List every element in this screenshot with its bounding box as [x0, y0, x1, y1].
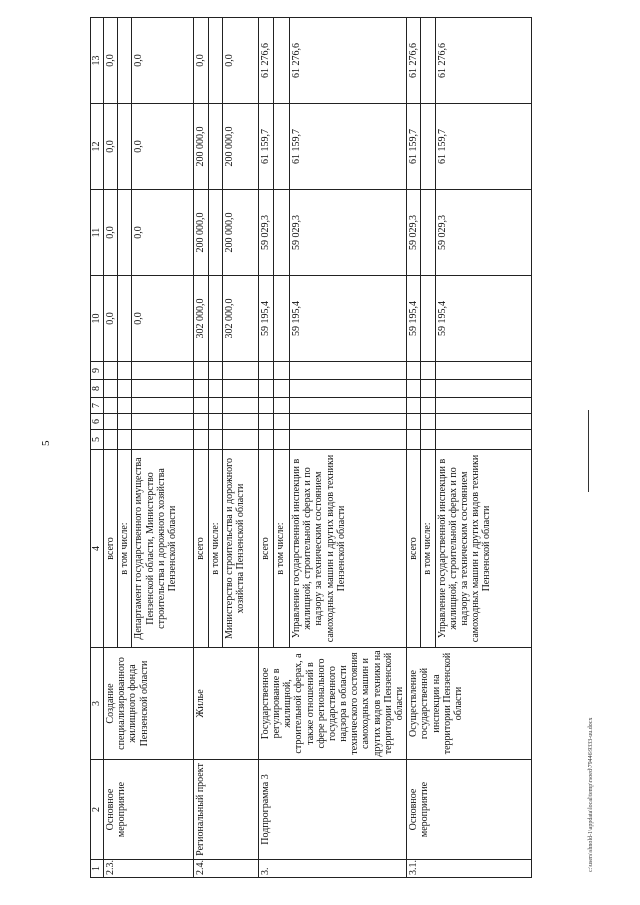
value-cell: 0,0 — [104, 190, 118, 276]
separator-line — [588, 410, 589, 492]
col-header: 8 — [91, 380, 104, 398]
col-header: 13 — [91, 18, 104, 104]
col-header: 3 — [91, 648, 104, 760]
col-header: 4 — [91, 450, 104, 648]
value-cell: 61 159,7 — [407, 104, 421, 190]
value-cell: 59 195,4 — [258, 276, 274, 362]
budget-table — [90, 17, 532, 878]
table-row — [258, 18, 274, 878]
row-type: Подпрограмма 3 — [258, 760, 406, 860]
col-header: 11 — [91, 190, 104, 276]
executor-cell: в том числе: — [118, 450, 132, 648]
table-row — [104, 18, 118, 878]
value-cell: 59 195,4 — [290, 276, 407, 362]
value-cell: 59 195,4 — [435, 276, 531, 362]
value-cell: 59 029,3 — [258, 190, 274, 276]
value-cell: 61 276,6 — [290, 18, 407, 104]
value-cell: 59 029,3 — [435, 190, 531, 276]
executor-cell: в том числе: — [274, 450, 290, 648]
executor-cell: всего — [258, 450, 274, 648]
value-cell: 0,0 — [104, 18, 118, 104]
executor-cell: Управление государственной инспекции в жилищной, строительной сферах и по надзору за техническим состоянием самоходных машин и других видов техники Пензенской области — [435, 450, 531, 648]
col-header: 5 — [91, 430, 104, 450]
row-number: 2.3. — [104, 860, 194, 878]
value-cell: 0,0 — [104, 276, 118, 362]
executor-cell: Управление государственной инспекции в жилищной, строительной сферах и по надзору за техническим состоянием самоходных машин и других видов техники Пензенской области — [290, 450, 407, 648]
value-cell: 61 159,7 — [435, 104, 531, 190]
value-cell: 61 159,7 — [258, 104, 274, 190]
value-cell: 200 000,0 — [222, 104, 258, 190]
executor-cell: Министерство строительства и дорожного хозяйства Пензенской области — [222, 450, 258, 648]
col-header: 12 — [91, 104, 104, 190]
page-number: 5 — [40, 440, 52, 446]
col-header: 9 — [91, 362, 104, 380]
value-cell: 0,0 — [104, 104, 118, 190]
value-cell: 61 276,6 — [258, 18, 274, 104]
budget-table-rotated — [90, 18, 570, 878]
col-header: 1 — [91, 860, 104, 878]
executor-cell: всего — [194, 450, 208, 648]
value-cell: 200 000,0 — [194, 104, 208, 190]
row-name: Жилье — [194, 648, 258, 760]
row-name: Государственное регулирование в жилищной, строительной сферах, а также отношений в сфере регионального государственного надзора в области технического состояния самоходных машин и других видов техники на территории Пензенской области — [258, 648, 406, 760]
executor-cell: в том числе: — [208, 450, 222, 648]
value-cell: 0,0 — [132, 190, 194, 276]
value-cell: 0,0 — [194, 18, 208, 104]
value-cell: 61 276,6 — [407, 18, 421, 104]
value-cell: 302 000,0 — [194, 276, 208, 362]
row-type: Основное мероприятие — [104, 760, 194, 860]
value-cell: 0,0 — [132, 104, 194, 190]
table-row — [194, 18, 208, 878]
row-number: 3.1. — [407, 860, 531, 878]
executor-cell: всего — [407, 450, 421, 648]
value-cell: 302 000,0 — [222, 276, 258, 362]
value-cell: 200 000,0 — [222, 190, 258, 276]
col-header: 6 — [91, 414, 104, 430]
value-cell: 200 000,0 — [194, 190, 208, 276]
value-cell: 59 195,4 — [407, 276, 421, 362]
executor-cell: Департамент государственного имущества Пензенской области, Министерство строительства и дорожного хозяйства Пензенской области — [132, 450, 194, 648]
value-cell: 0,0 — [132, 18, 194, 104]
value-cell: 59 029,3 — [290, 190, 407, 276]
table-row — [407, 18, 421, 878]
value-cell: 0,0 — [222, 18, 258, 104]
row-number: 2.4. — [194, 860, 258, 878]
row-name: Осуществление государственной инспекции на территории Пензенской области — [407, 648, 531, 760]
row-type: Региональный проект — [194, 760, 258, 860]
row-type: Основное мероприятие — [407, 760, 531, 860]
row-name: Создание специализированного жилищного фонда Пензенской области — [104, 648, 194, 760]
executor-cell: в том числе: — [421, 450, 435, 648]
value-cell: 61 276,6 — [435, 18, 531, 104]
value-cell: 0,0 — [132, 276, 194, 362]
value-cell: 61 159,7 — [290, 104, 407, 190]
value-cell: 59 029,3 — [407, 190, 421, 276]
col-header: 10 — [91, 276, 104, 362]
row-number: 3. — [258, 860, 406, 878]
footer-path: c:\users\shnold-1\appdata\local\temp\rsoed\79446\9333-uu.docx — [588, 717, 594, 872]
col-header: 2 — [91, 760, 104, 860]
col-header: 7 — [91, 398, 104, 414]
header-row — [91, 18, 104, 878]
executor-cell: всего — [104, 450, 118, 648]
